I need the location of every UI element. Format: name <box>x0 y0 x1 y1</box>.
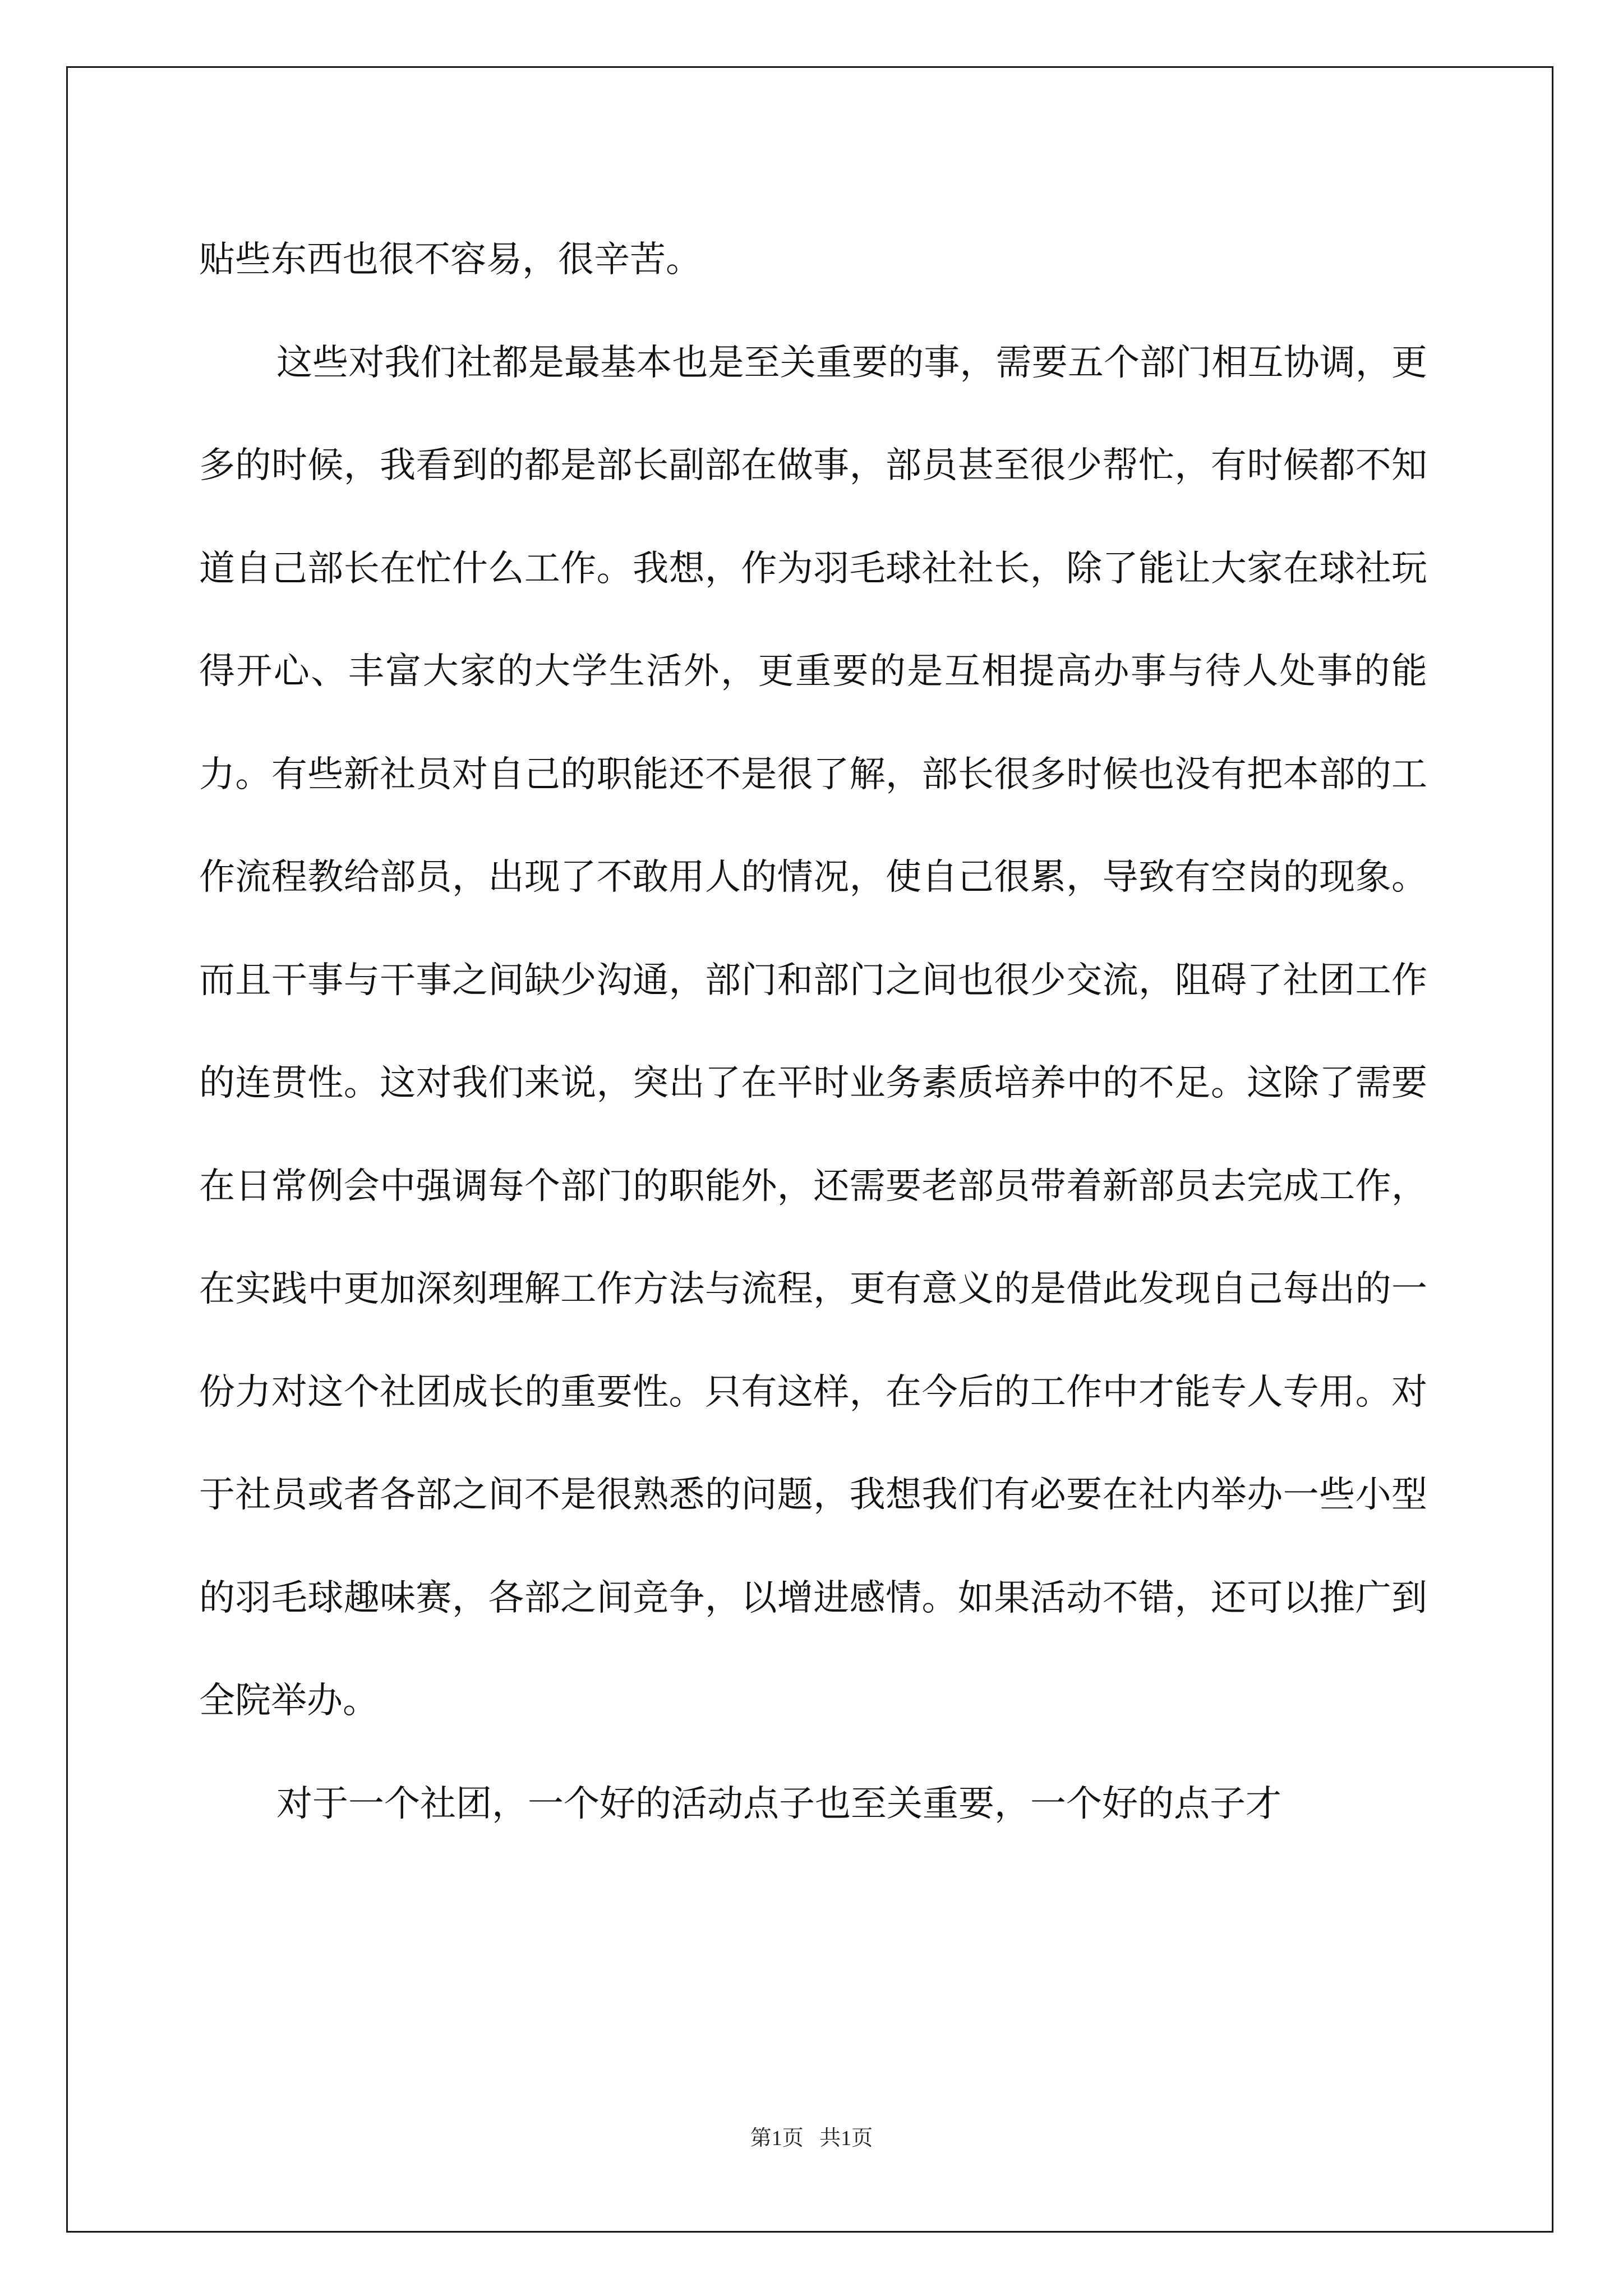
paragraph-3: 对于一个社团，一个好的活动点子也至关重要，一个好的点子才 <box>276 1783 1281 1825</box>
page-footer <box>0 2120 1623 2151</box>
paragraph-1: 贴些东西也很不容易，很辛苦。 <box>199 239 702 280</box>
page-total: 共1页 <box>819 2127 873 2150</box>
paragraph-2: 这些对我们社都是最基本也是至关重要的事，需要五个部门相互协调，更多的时候，我看到的都是部长副部在做事，部员甚至很少帮忙，有时候都不知道自己部长在忙什么工作。我想，作为羽毛球社社长，除了能让大家在球社玩得开心、丰富大家的大学生活外，更重要的是互相提高办事与待人处事的能力。有些新社员对自己的职能还不是很了解，部长很多时候也没有把本部的工作流程教给部员，出现了不敢用人的情况，使自己很累，导致有空岗的现象。而且干事与干事之间缺少沟通，部门和部门之间也很少交流，阻碍了社团工作的连贯性。这对我们来说，突出了在平时业务素质培养中的不足。这除了需要在日常例会中强调每个部门的职能外，还需要老部员带着新部员去完成工作，在实践中更加深刻理解工作方法与流程，更有意义的是借此发现自己每出的一份力对这个社团成长的重要性。只有这样，在今后的工作中才能专人专用。对于社员或者各部之间不是很熟悉的问题，我想我们有必要在社内举办一些小型的羽毛球趣味赛，各部之间竞争，以增进感情。如果活动不错，还可以推广到全院举办。 <box>199 342 1427 1722</box>
document-body <box>199 209 1427 1856</box>
footer-separator <box>804 2127 820 2150</box>
page-number: 第1页 <box>750 2127 804 2150</box>
